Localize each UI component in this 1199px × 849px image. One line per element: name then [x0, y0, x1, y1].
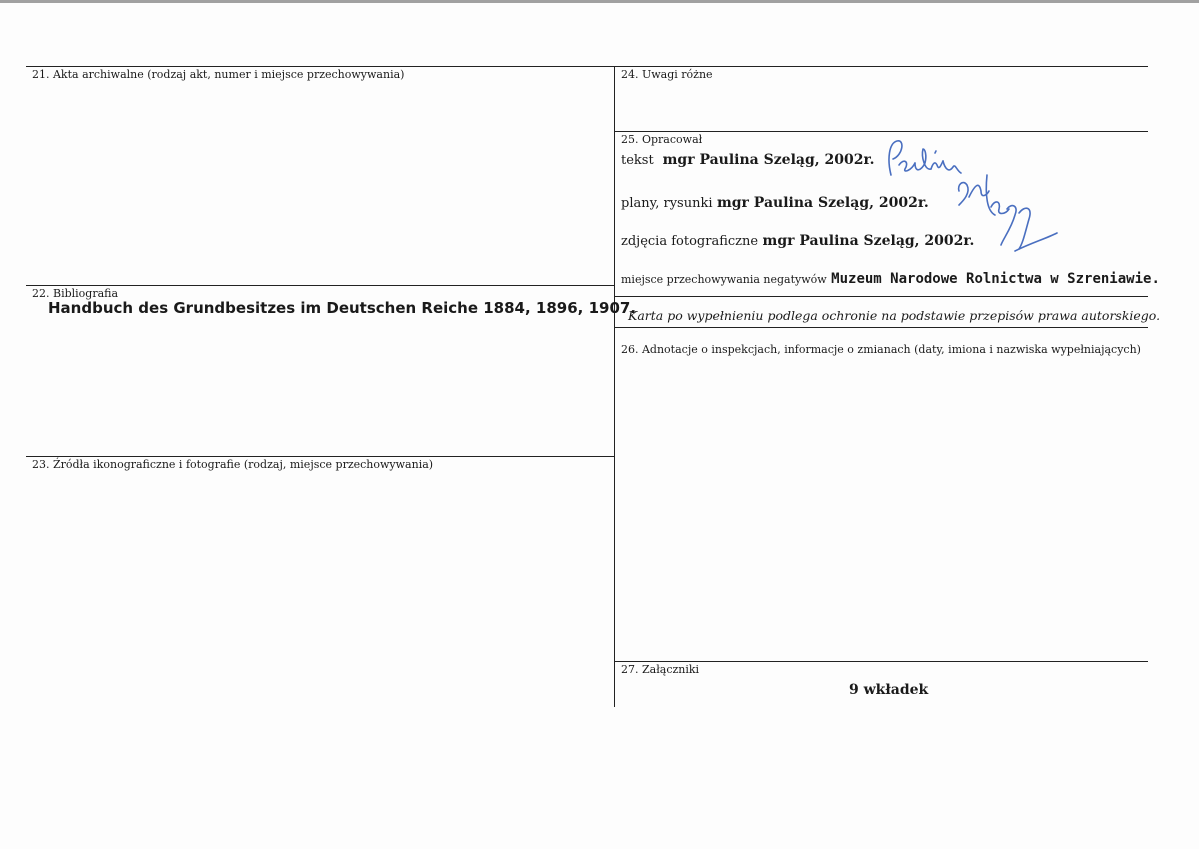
- copyright-note: Karta po wypełnieniu podlega ochronie na podstawie przepisów prawa autorskiego.: [628, 308, 1161, 323]
- section-24-label: 24. Uwagi różne: [621, 68, 713, 81]
- rule-26-27: [614, 661, 1148, 662]
- bibliography-entry: Handbuch des Grundbesitzes im Deutschen Reiche 1884, 1896, 1907.: [48, 299, 637, 317]
- section-26-label: 26. Adnotacje o inspekcjach, informacje o zmianach (daty, imiona i nazwiska wypełniających): [621, 343, 1141, 356]
- section-27-label: 27. Załączniki: [621, 663, 700, 676]
- rule-center-vertical: [614, 66, 615, 707]
- negatives-storage-label: miejsce przechowywania negatywów: [621, 273, 827, 286]
- plans-author-label: plany, rysunki: [621, 196, 713, 211]
- rule-21-22: [26, 285, 614, 286]
- rule-25-note: [614, 296, 1148, 297]
- handwritten-signature: [875, 135, 1065, 270]
- section-23-label: 23. Źródła ikonograficzne i fotografie (rodzaj, miejsce przechowywania): [32, 458, 434, 471]
- rule-22-23: [26, 456, 614, 457]
- attachments-count: 9 wkładek: [849, 682, 929, 698]
- section-21-label: 21. Akta archiwalne (rodzaj akt, numer i miejsce przechowywania): [32, 68, 405, 81]
- rule-24-25: [614, 131, 1148, 132]
- negatives-storage-row: [621, 271, 1160, 287]
- photos-author-value: mgr Paulina Szeląg, 2002r.: [762, 233, 975, 249]
- section-25-label: 25. Opracował: [621, 133, 703, 146]
- section-22-label: 22. Bibliografia: [32, 287, 119, 300]
- plans-author-value: mgr Paulina Szeląg, 2002r.: [716, 195, 929, 211]
- negatives-storage-value: Muzeum Narodowe Rolnictwa w Szreniawie.: [831, 271, 1160, 287]
- text-author-value: mgr Paulina Szeląg, 2002r.: [662, 152, 875, 168]
- rule-25-26: [614, 327, 1148, 328]
- attachments-value: [849, 682, 928, 698]
- rule-top: [26, 66, 1148, 67]
- scan-top-edge: [0, 0, 1199, 3]
- text-author-row: [621, 152, 874, 168]
- text-author-label: tekst: [621, 153, 654, 168]
- photos-author-label: zdjęcia fotograficzne: [621, 234, 759, 249]
